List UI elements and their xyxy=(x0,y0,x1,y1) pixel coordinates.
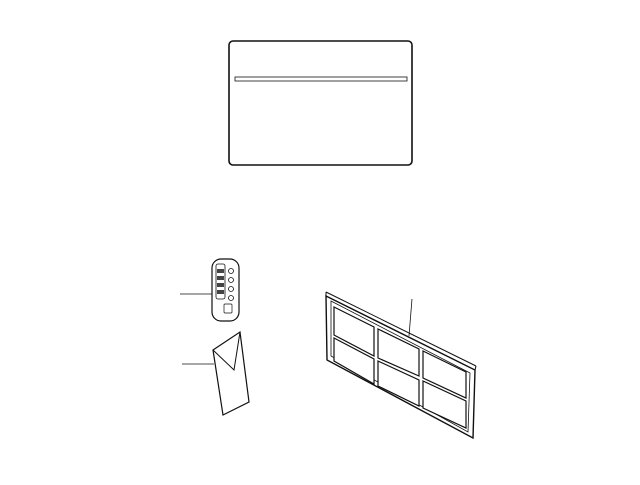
remote-control xyxy=(180,259,239,321)
air-conditioner-unit xyxy=(229,41,412,165)
manual-envelope xyxy=(182,332,249,415)
air-filter xyxy=(326,292,476,438)
